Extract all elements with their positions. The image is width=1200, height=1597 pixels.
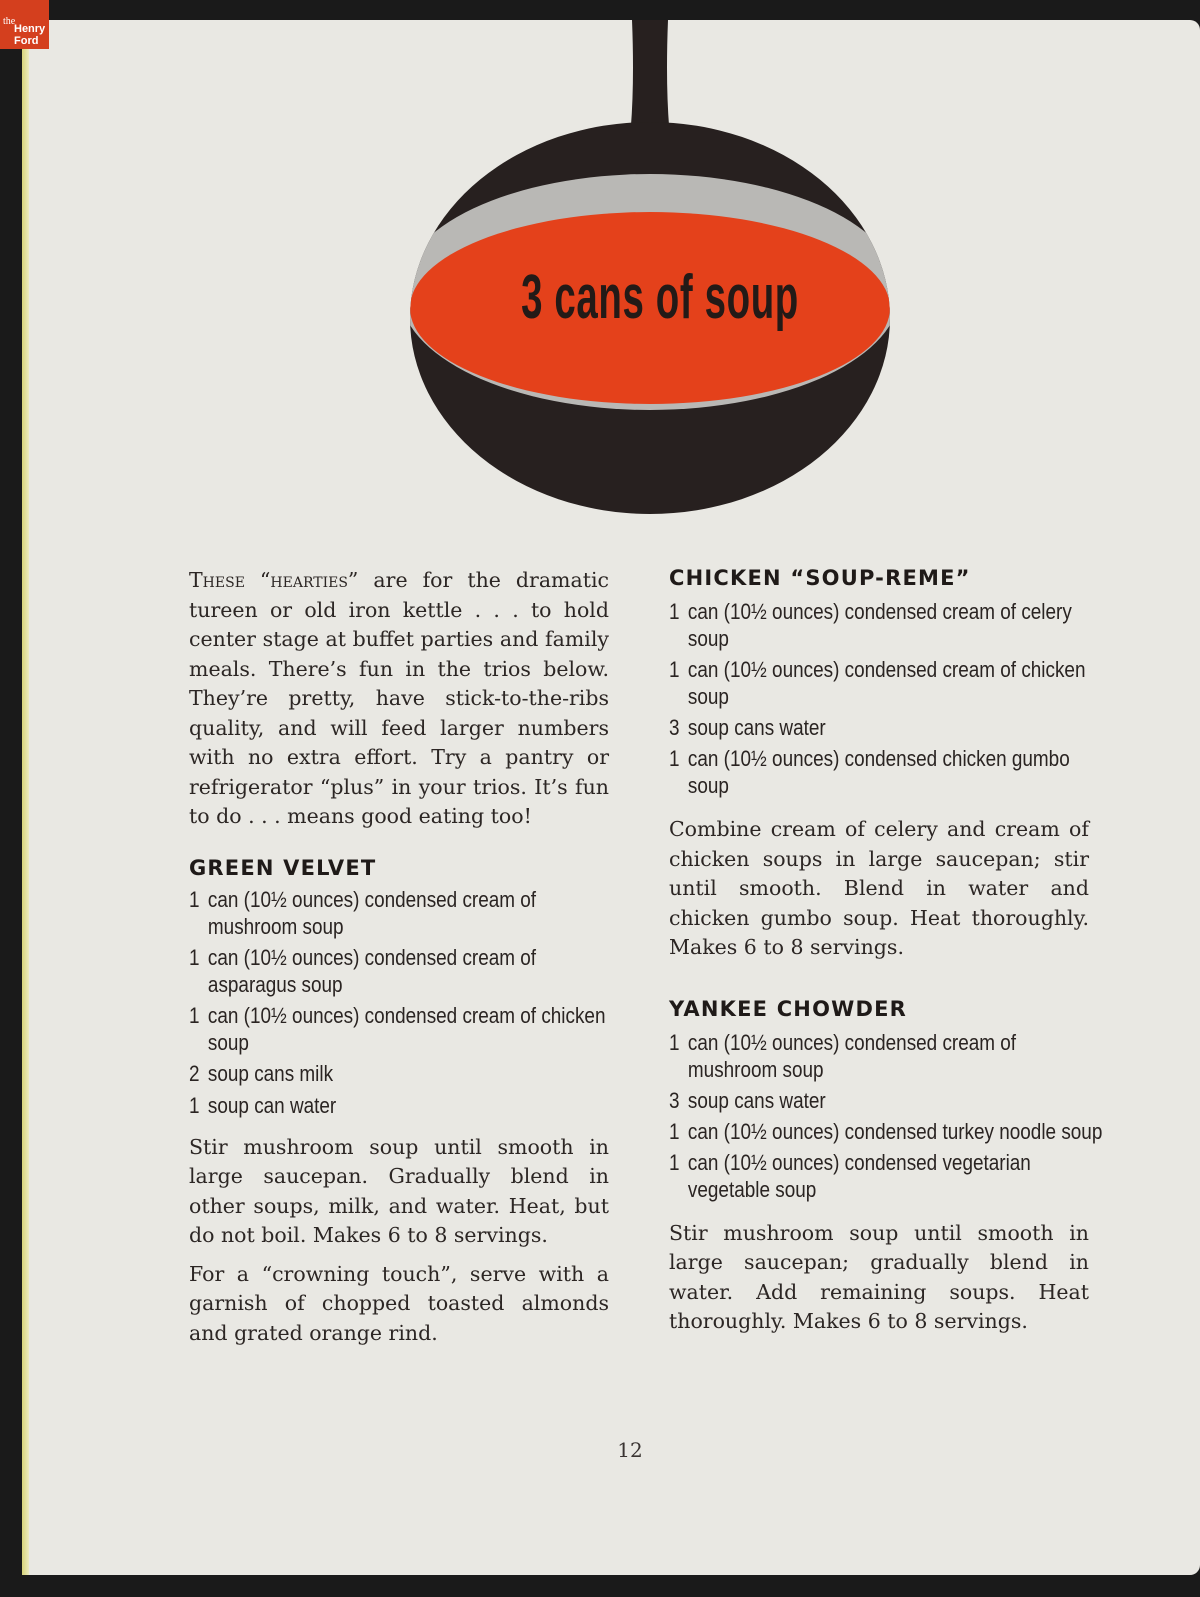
ingredient bbox=[189, 886, 628, 940]
ingredient-text: can (10½ ounces) condensed cream of chicken soup bbox=[687, 657, 1086, 709]
ingredient-list bbox=[669, 1029, 1103, 1203]
intro-paragraph bbox=[189, 566, 609, 832]
ingredient bbox=[189, 1092, 628, 1119]
ingredient-qty: 1 bbox=[669, 1149, 680, 1175]
recipe-title: CHICKEN “SOUP-REME” bbox=[669, 566, 971, 590]
intro-text: are for the dramatic tureen or old iron kettle . . . to hold center stage at buffet parties and family meals. There’s fun in the trios below. They’re pretty, have stick-to-the-ribs quality, and will feed larger numbers with no extra effort. Try a pantry or refrigerator “plus” in your trios. It’s fun to do . . . means good eating too! bbox=[189, 568, 609, 828]
ingredient-text: can (10½ ounces) condensed cream of celery soup bbox=[687, 599, 1072, 651]
ingredient bbox=[669, 745, 1108, 799]
page-title: 3 cans of soup bbox=[521, 263, 799, 332]
ingredient-qty: 1 bbox=[669, 746, 680, 771]
ingredient-text: can (10½ ounces) condensed chicken gumbo soup bbox=[687, 746, 1070, 798]
ingredient-text: soup cans water bbox=[687, 1087, 826, 1113]
recipe-directions: Stir mushroom soup until smooth in large saucepan. Gradually blend in other soups, milk, and water. Heat, but do not boil. Makes 6 to 8 servings. bbox=[189, 1134, 609, 1247]
ingredient-qty: 1 bbox=[669, 1029, 680, 1055]
ingredient bbox=[189, 1002, 628, 1056]
ingredient bbox=[669, 598, 1108, 652]
ingredient bbox=[669, 1029, 1108, 1083]
ingredient-text: can (10½ ounces) condensed cream of mushroom soup bbox=[207, 886, 537, 939]
intro-lead: These “hearties” bbox=[189, 568, 359, 592]
ingredient-list bbox=[189, 886, 609, 1119]
ingredient bbox=[669, 1087, 1108, 1114]
recipe-directions: Combine cream of celery and cream of chicken soups in large saucepan; stir until smooth. Blend in water and chicken gumbo soup. Heat thoroughly. Makes 6 to 8 servings. bbox=[669, 817, 1089, 959]
recipe-title: GREEN VELVET bbox=[189, 855, 377, 880]
ingredient-text: can (10½ ounces) condensed cream of mushroom soup bbox=[687, 1029, 1017, 1082]
ingredient-qty: 1 bbox=[669, 599, 680, 624]
ingredient-qty: 2 bbox=[189, 1060, 200, 1086]
ingredient-text: can (10½ ounces) condensed turkey noodle soup bbox=[687, 1118, 1103, 1144]
ingredient-qty: 1 bbox=[189, 944, 200, 970]
ingredient bbox=[189, 1060, 628, 1087]
ingredient-qty: 1 bbox=[189, 886, 200, 912]
recipe-directions: Stir mushroom soup until smooth in large saucepan; gradually blend in water. Add remaining soups. Heat thoroughly. Makes 6 to 8 servings. bbox=[669, 1220, 1089, 1333]
ingredient-text: can (10½ ounces) condensed cream of asparagus soup bbox=[207, 944, 537, 997]
left-column bbox=[189, 566, 609, 1348]
ingredient-text: can (10½ ounces) condensed vegetarian vegetable soup bbox=[687, 1149, 1031, 1202]
ingredient bbox=[189, 944, 628, 998]
page-number: 12 bbox=[617, 1438, 643, 1462]
ingredient bbox=[669, 1118, 1108, 1145]
ingredient-qty: 1 bbox=[189, 1092, 200, 1118]
recipe-title: YANKEE CHOWDER bbox=[669, 996, 908, 1021]
ingredient-text: soup cans milk bbox=[207, 1060, 334, 1086]
ingredient-text: soup cans water bbox=[687, 715, 826, 740]
ingredient-text: can (10½ ounces) condensed cream of chicken soup bbox=[207, 1002, 606, 1055]
ingredient-qty: 3 bbox=[669, 715, 680, 740]
ingredient bbox=[669, 656, 1108, 710]
recipe-tip: For a “crowning touch”, serve with a garnish of chopped toasted almonds and grated orange rind. bbox=[189, 1261, 609, 1345]
logo-ford: Ford bbox=[14, 35, 39, 47]
ingredient-qty: 1 bbox=[669, 1118, 680, 1144]
right-column bbox=[669, 566, 1103, 1337]
ingredient-text: soup can water bbox=[207, 1092, 337, 1118]
ingredient-qty: 1 bbox=[669, 657, 680, 682]
ingredient-qty: 1 bbox=[189, 1002, 200, 1028]
logo-the: the bbox=[3, 16, 16, 27]
ingredient bbox=[669, 1149, 1108, 1203]
ingredient-list bbox=[669, 598, 1089, 799]
ingredient bbox=[669, 714, 1108, 741]
ingredient-qty: 3 bbox=[669, 1087, 680, 1113]
logo-henry: Henry bbox=[14, 23, 46, 35]
